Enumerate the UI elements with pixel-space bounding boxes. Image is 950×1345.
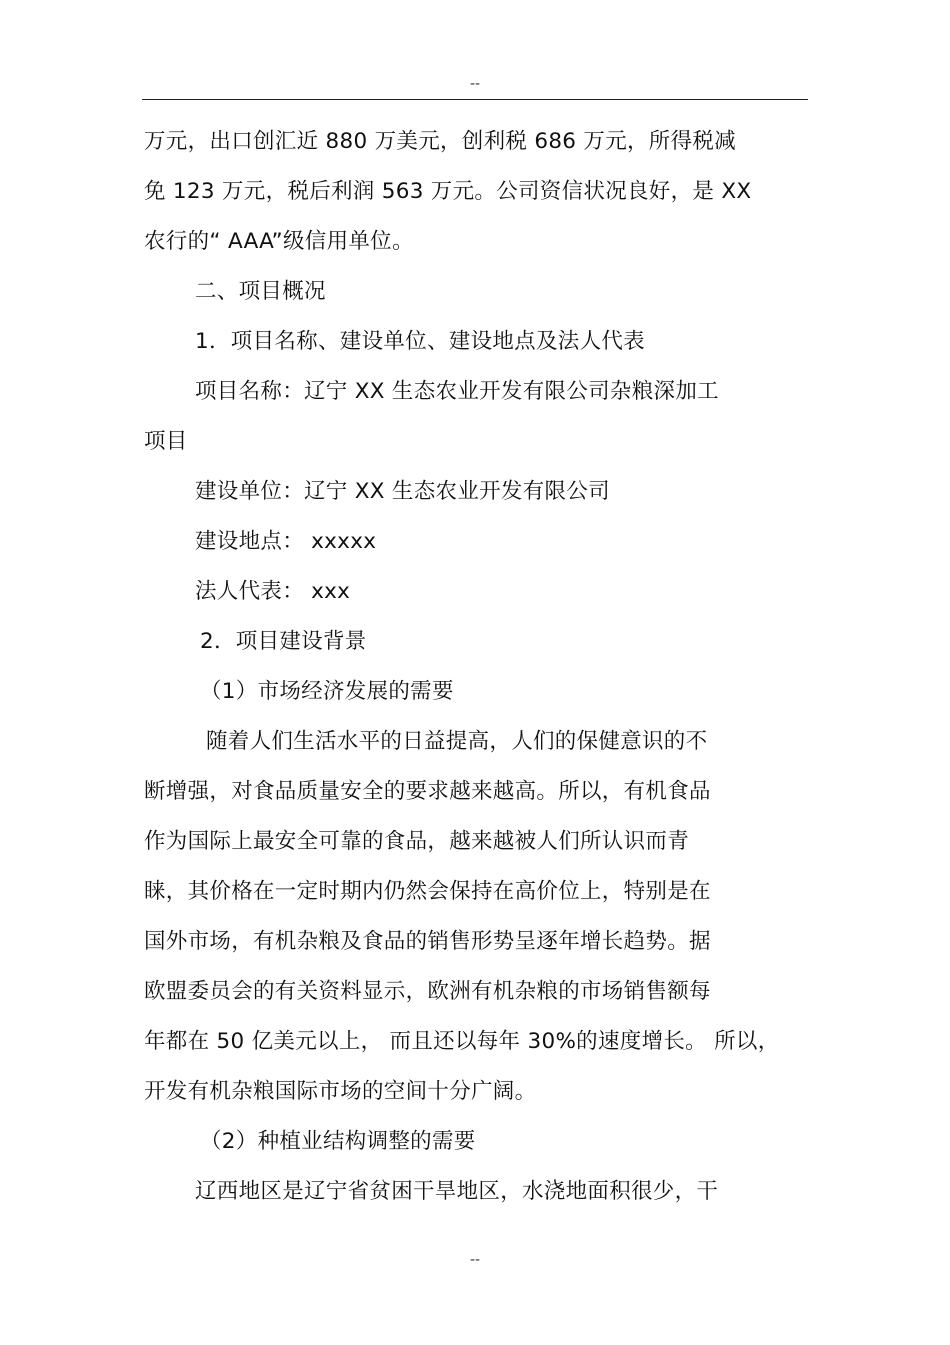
text-line: 断增强，对食品质量安全的要求越来越高。所以，有机食品 xyxy=(144,779,711,804)
text-line: 辽西地区是辽宁省贫困干旱地区，水浇地面积很少，干 xyxy=(195,1179,719,1204)
text-line: 欧盟委员会的有关资料显示，欧洲有机杂粮的市场销售额每 xyxy=(144,979,711,1004)
text-line: 项目名称：辽宁 XX 生态农业开发有限公司杂粮深加工 xyxy=(195,379,719,404)
subsection-heading: （1）市场经济发展的需要 xyxy=(200,679,454,704)
text-line: 农行的“ AAA”级信用单位。 xyxy=(144,229,414,254)
page-footer-mark: -- xyxy=(469,1252,481,1268)
text-line: 随着人们生活水平的日益提高，人们的保健意识的不 xyxy=(206,729,708,754)
text-line: 开发有机杂粮国际市场的空间十分广阔。 xyxy=(144,1079,537,1104)
text-line: 项目 xyxy=(144,429,188,454)
text-line: 万元，出口创汇近 880 万美元，创利税 686 万元，所得税减 xyxy=(144,129,737,154)
subsection-heading: （2）种植业结构调整的需要 xyxy=(200,1129,476,1154)
subsection-heading: 1．项目名称、建设单位、建设地点及法人代表 xyxy=(195,329,645,354)
text-line: 作为国际上最安全可靠的食品，越来越被人们所认识而青 xyxy=(144,829,690,854)
text-line: 年都在 50 亿美元以上， 而且还以每年 30%的速度增长。 所以， xyxy=(144,1029,780,1054)
section-heading: 二、项目概况 xyxy=(195,279,326,304)
page-header-mark: -- xyxy=(469,76,481,92)
text-line: 睐，其价格在一定时期内仍然会保持在高价位上，特别是在 xyxy=(144,879,711,904)
text-line: 免 123 万元，税后利润 563 万元。公司资信状况良好，是 XX xyxy=(144,179,752,204)
text-line: 法人代表： xxx xyxy=(195,579,351,604)
subsection-heading: 2．项目建设背景 xyxy=(200,629,367,654)
text-line: 国外市场，有机杂粮及食品的销售形势呈逐年增长趋势。据 xyxy=(144,929,711,954)
header-rule xyxy=(142,99,808,100)
text-line: 建设地点： xxxxx xyxy=(195,529,377,554)
text-line: 建设单位：辽宁 XX 生态农业开发有限公司 xyxy=(195,479,610,504)
